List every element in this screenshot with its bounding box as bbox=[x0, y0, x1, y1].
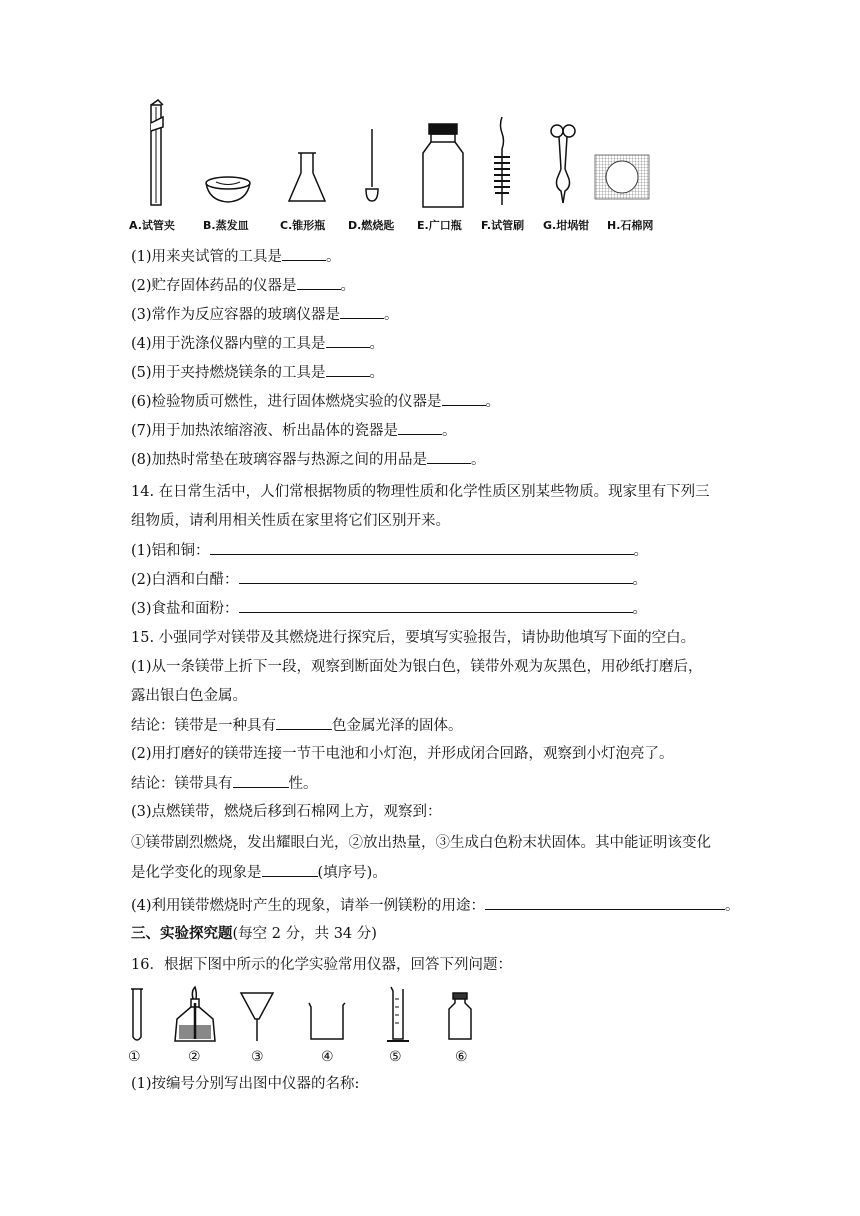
test-tube-drawing bbox=[131, 989, 143, 1040]
q13-item-5: (5)用于夹持燃烧镁条的工具是 。 bbox=[131, 362, 384, 383]
label-3: ③ bbox=[251, 1049, 264, 1065]
answer-blank[interactable] bbox=[297, 275, 341, 290]
caption-evaporating-dish: B.蒸发皿 bbox=[203, 219, 249, 232]
answer-blank[interactable] bbox=[427, 449, 471, 464]
answer-blank[interactable] bbox=[239, 598, 633, 613]
q13-item-3: (3)常作为反应容器的玻璃仪器是 。 bbox=[131, 304, 399, 325]
answer-blank[interactable] bbox=[210, 540, 634, 555]
answer-blank[interactable] bbox=[282, 246, 326, 261]
answer-blank[interactable] bbox=[326, 362, 370, 377]
alcohol-lamp-drawing bbox=[175, 987, 215, 1041]
answer-blank[interactable] bbox=[485, 895, 725, 910]
instrument-drawings bbox=[125, 95, 685, 215]
q15-stem: 15. 小强同学对镁带及其燃烧进行探究后，要填写实验报告，请协助他填写下面的空白。 bbox=[131, 630, 696, 646]
answer-blank[interactable] bbox=[276, 715, 332, 730]
funnel-drawing bbox=[241, 993, 273, 1041]
beaker-drawing bbox=[309, 1003, 345, 1039]
q13-item-6: (6)检验物质可燃性，进行固体燃烧实验的仪器是 。 bbox=[131, 391, 500, 412]
label-2: ② bbox=[188, 1049, 201, 1065]
instrument-figure-2 bbox=[125, 985, 485, 1065]
conical-flask-drawing bbox=[289, 153, 325, 201]
caption-crucible-tongs: G.坩埚钳 bbox=[543, 219, 590, 232]
answer-blank[interactable] bbox=[326, 333, 370, 348]
caption-conical-flask: C.锥形瓶 bbox=[280, 219, 326, 232]
q14-item-3: (3)食盐和面粉： 。 bbox=[131, 598, 647, 619]
q16-stem: 16．根据下图中所示的化学实验常用仪器，回答下列问题： bbox=[131, 957, 512, 973]
q13-item-1: (1)用来夹试管的工具是 。 bbox=[131, 246, 341, 267]
caption-wide-mouth-bottle: E.广口瓶 bbox=[417, 219, 462, 232]
q13-item-8: (8)加热时常垫在玻璃容器与热源之间的用品是 。 bbox=[131, 449, 486, 470]
q13-item-4: (4)用于洗涤仪器内壁的工具是 。 bbox=[131, 333, 384, 354]
asbestos-gauze-drawing bbox=[595, 155, 649, 199]
caption-asbestos-gauze: H.石棉网 bbox=[607, 219, 654, 232]
q15-conclusion-1: 结论：镁带是一种具有 色金属光泽的固体。 bbox=[131, 715, 463, 736]
label-1: ① bbox=[128, 1049, 141, 1065]
answer-blank[interactable] bbox=[398, 420, 442, 435]
wide-mouth-bottle-drawing bbox=[423, 124, 463, 207]
q15-conclusion-2: 结论：镁带具有 性。 bbox=[131, 773, 318, 794]
q15-part3-question: 是化学变化的现象是 (填序号)。 bbox=[131, 862, 387, 883]
instrument-drawings-2 bbox=[125, 985, 485, 1047]
reagent-bottle-drawing bbox=[449, 993, 471, 1039]
caption-test-tube-holder: A.试管夹 bbox=[129, 219, 175, 232]
answer-blank[interactable] bbox=[239, 569, 633, 584]
answer-blank[interactable] bbox=[442, 391, 486, 406]
caption-test-tube-brush: F.试管刷 bbox=[481, 219, 525, 232]
caption-combustion-spoon: D.燃烧匙 bbox=[348, 219, 395, 232]
q16-sub-1: (1)按编号分别写出图中仪器的名称: bbox=[131, 1076, 360, 1092]
label-4: ④ bbox=[321, 1049, 334, 1065]
q13-item-7: (7)用于加热浓缩溶液、析出晶体的瓷器是 。 bbox=[131, 420, 457, 441]
answer-blank[interactable] bbox=[262, 862, 318, 877]
graduated-cylinder-drawing bbox=[387, 987, 409, 1041]
q15-part2: (2)用打磨好的镁带连接一节干电池和小灯泡，并形成闭合回路，观察到小灯泡亮了。 bbox=[131, 746, 674, 762]
q15-part4: (4)利用镁带燃烧时产生的现象，请举一例镁粉的用途： 。 bbox=[131, 895, 740, 916]
label-5: ⑤ bbox=[389, 1049, 402, 1065]
label-6: ⑥ bbox=[455, 1049, 468, 1065]
q14-item-1: (1)铝和铜： 。 bbox=[131, 540, 648, 561]
test-tube-brush-drawing bbox=[494, 117, 510, 205]
q15-part1-line-2: 露出银白色金属。 bbox=[131, 688, 247, 704]
answer-blank[interactable] bbox=[233, 773, 289, 788]
q14-stem-line-1: 14. 在日常生活中，人们常根据物质的物理性质和化学性质区别某些物质。现家里有下列三 bbox=[131, 484, 710, 500]
evaporating-dish-drawing bbox=[206, 177, 250, 202]
test-tube-holder-drawing bbox=[151, 100, 163, 205]
crucible-tongs-drawing bbox=[551, 125, 575, 203]
section-3-heading: 三、实验探究题(每空 2 分，共 34 分) bbox=[131, 925, 377, 942]
combustion-spoon-drawing bbox=[366, 129, 378, 201]
q15-part1-line-1: (1)从一条镁带上折下一段，观察到断面处为银白色，镁带外观为灰黑色，用砂纸打磨后， bbox=[131, 659, 703, 675]
q14-item-2: (2)白酒和白醋： 。 bbox=[131, 569, 647, 590]
q13-item-2: (2)贮存固体药品的仪器是 。 bbox=[131, 275, 355, 296]
q14-stem-line-2: 组物质，请利用相关性质在家里将它们区别开来。 bbox=[131, 513, 450, 529]
q15-part3-observations: ①镁带剧烈燃烧，发出耀眼白光，②放出热量，③生成白色粉末状固体。其中能证明该变化 bbox=[131, 835, 711, 851]
q15-part3: (3)点燃镁带，燃烧后移到石棉网上方，观察到： bbox=[131, 804, 442, 820]
instrument-figure-1 bbox=[125, 95, 685, 232]
answer-blank[interactable] bbox=[340, 304, 384, 319]
